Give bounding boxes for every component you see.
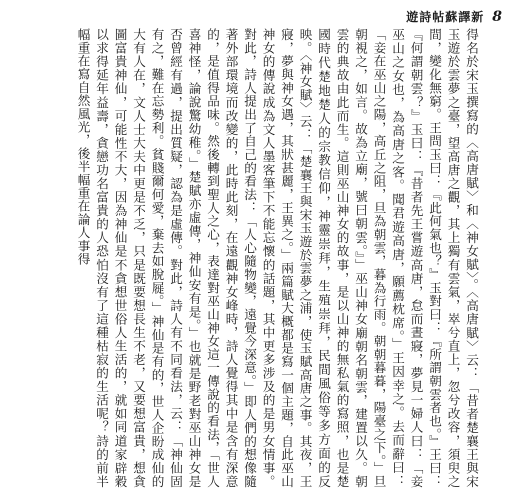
vertical-body-text xyxy=(40,28,480,488)
page-number: 8 xyxy=(492,9,502,25)
body-paragraph: 得名於宋玉撰寫的〈高唐賦〉和〈神女賦〉。〈高唐賦〉云：「昔者楚襄王與宋玉遊於雲夢之臺，望高唐之觀，其上獨有雲氣，崒兮直上，忽兮改容，須臾之間，變化無窮。王問玉曰：『此何氣也？』玉對曰：『所謂朝雲者也。』王曰：『何謂朝雲？』玉曰：『昔者先王嘗遊高唐，怠而晝寢，夢見一婦人曰：「妾巫山之女也，為高唐之客。聞君遊高唐，願薦枕席。」王因幸之。去而辭曰：「妾在巫山之陽，高丘之阻，旦為朝雲，暮為行雨。朝朝暮暮，陽臺之下。」旦朝視之，如言。故為立廟，號曰朝雲。』」巫山神女廟朝名朝雲，建置以久。朝雲的典故由此而生。這則巫山神女的故事，是以山神的無私氣的寫照，也是楚國時代楚地楚人的宗教信仰，神靈崇拜，生殖崇拜，民間風俗等多方面的反映。〈神女賦〉云：「楚襄王與宋玉遊於雲夢之浦，使玉賦高唐之事。其夜，王寢，夢與神女遇，其狀甚麗，王異之。」兩篇賦大概都是寫一個主題，自此巫山神女的傳說成為文人墨客筆下不能忘懷的話題，其中更多涉及的是男女情事。對此，詩人提出了自己的看法：「人心隨物變，遠覺今深意。」即人們的想像隨著外部環境而改變的，此時此刻，在遠觀神女峰時，詩人覺得其中是含有深意的，是值得品味。然後轉到聖人之心，表達對巫山神女這一傳說的看法，「世人喜神怪，論說驚幼稚。」楚賦亦虛傳，神仙安有是。」也就是野老對巫山神女是否曾經有過，提出質疑，認為是虛傳。對此，詩人有不同看法，云：「神仙固有之，難在忘勢利。貧賤爾何愛，棄去如脫屣。」神仙是有的，世人企盼成仙的大有人在，文人士大夫中更是不乏，只是既要想長生不老，又要想富貴，想貪圖富貴神仙，可能性不大，因為神仙是不貪想世俗人生活的，就如同道家辟穀以求得延年益壽，貪戀功名富貴的人恐怕沒有了這種枯寂的生活呢？詩的前半幅重在寫自然風光，後半幅重在論人事得 xyxy=(75,28,479,488)
running-header xyxy=(0,8,502,25)
running-title: 遊詩帖蘇譯新 xyxy=(406,10,485,24)
